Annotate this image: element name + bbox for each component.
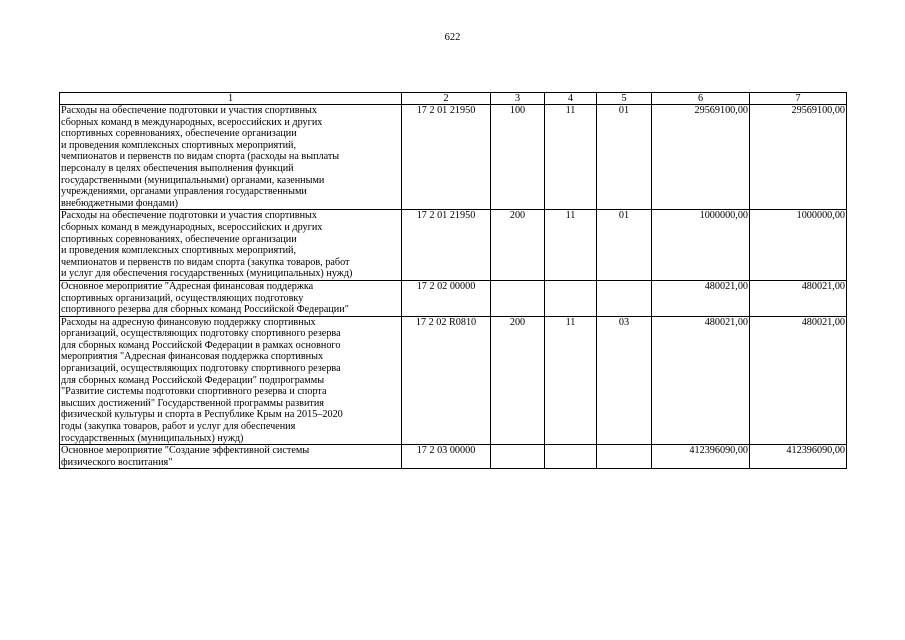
table-row: [60, 445, 847, 469]
row-amount-7: 412396090,00: [750, 445, 847, 469]
header-col-6: 6: [652, 93, 750, 105]
row-col-3: 200: [491, 316, 545, 445]
row-code: 17 2 01 21950: [402, 105, 491, 210]
row-amount-7: 29569100,00: [750, 105, 847, 210]
header-col-2: 2: [402, 93, 491, 105]
row-name: Основное мероприятие "Создание эффективной системы физического воспитания": [60, 445, 402, 469]
row-code: 17 2 02 R0810: [402, 316, 491, 445]
row-col-4: 11: [545, 316, 597, 445]
row-col-3: 100: [491, 105, 545, 210]
budget-table: [59, 92, 847, 469]
row-code: 17 2 03 00000: [402, 445, 491, 469]
row-name: Расходы на обеспечение подготовки и участия спортивных сборных команд в международных, всероссийских и других спортивных соревнованиях, обеспечение организации и проведения комплексных спортивных мероприятий, чемпионатов и первенств по видам спорта (закупка товаров, работ и услуг для обеспечения государственных (муниципальных) нужд): [60, 210, 402, 281]
header-col-1: 1: [60, 93, 402, 105]
row-name: Расходы на обеспечение подготовки и участия спортивных сборных команд в международных, всероссийских и других спортивных соревнованиях, обеспечение организации и проведения комплексных спортивных мероприятий, чемпионатов и первенств по видам спорта (расходы на выплаты персоналу в целях обеспечения выполнения функций государственными (муниципальными) органами, казенными учреждениями, органами управления государственными внебюджетными фондами): [60, 105, 402, 210]
row-amount-6: 412396090,00: [652, 445, 750, 469]
row-code: 17 2 01 21950: [402, 210, 491, 281]
table-row: [60, 316, 847, 445]
row-amount-6: 480021,00: [652, 280, 750, 316]
row-amount-6: 480021,00: [652, 316, 750, 445]
row-col-4: 11: [545, 105, 597, 210]
row-col-4: [545, 445, 597, 469]
header-col-7: 7: [750, 93, 847, 105]
page-number: 622: [444, 32, 461, 43]
row-col-3: [491, 280, 545, 316]
table-row: [60, 210, 847, 281]
table-row: [60, 280, 847, 316]
row-col-5: 01: [597, 105, 652, 210]
row-col-3: [491, 445, 545, 469]
row-col-3: 200: [491, 210, 545, 281]
row-col-5: [597, 280, 652, 316]
row-amount-7: 480021,00: [750, 280, 847, 316]
row-col-4: 11: [545, 210, 597, 281]
header-col-4: 4: [545, 93, 597, 105]
row-amount-6: 29569100,00: [652, 105, 750, 210]
row-name: Расходы на адресную финансовую поддержку спортивных организаций, осуществляющих подготовку спортивного резерва для сборных команд Российской Федерации в рамках основного мероприятия "Адресная финансовая поддержка спортивных организаций, осуществляющих подготовку спортивного резерва для сборных команд Российской Федерации" подпрограммы "Развитие системы подготовки спортивного резерва и спорта высших достижений" Государственной программы развития физической культуры и спорта в Республике Крым на 2015–2020 годы (закупка товаров, работ и услуг для обеспечения государственных (муниципальных) нужд): [60, 316, 402, 445]
header-col-5: 5: [597, 93, 652, 105]
row-amount-7: 1000000,00: [750, 210, 847, 281]
header-col-3: 3: [491, 93, 545, 105]
row-col-5: 03: [597, 316, 652, 445]
row-name: Основное мероприятие "Адресная финансовая поддержка спортивных организаций, осуществляющих подготовку спортивного резерва для сборных команд Российской Федерации": [60, 280, 402, 316]
row-col-5: 01: [597, 210, 652, 281]
header-row: [60, 93, 847, 105]
table-row: [60, 105, 847, 210]
row-amount-7: 480021,00: [750, 316, 847, 445]
row-code: 17 2 02 00000: [402, 280, 491, 316]
row-amount-6: 1000000,00: [652, 210, 750, 281]
row-col-5: [597, 445, 652, 469]
row-col-4: [545, 280, 597, 316]
